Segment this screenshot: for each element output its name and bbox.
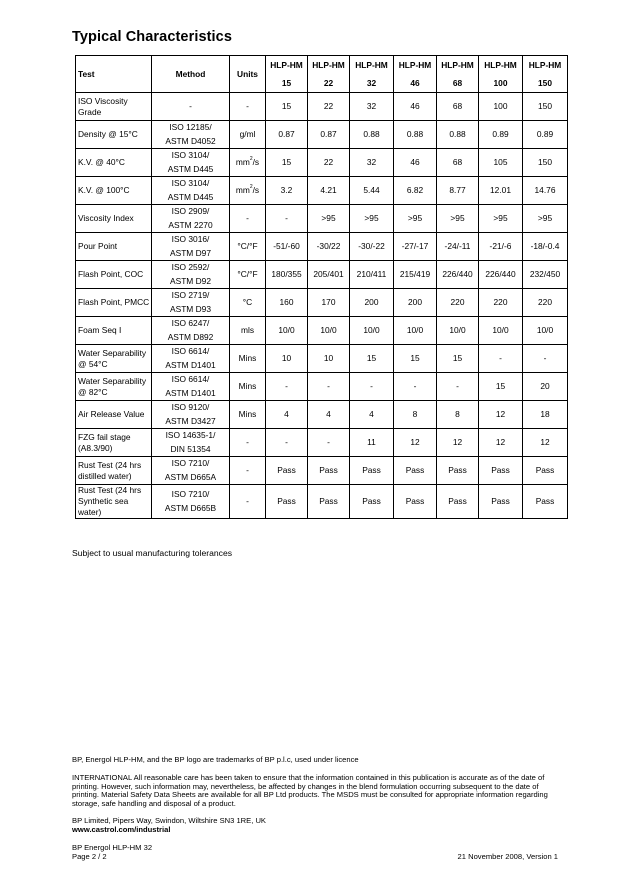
- value-cell: 100: [479, 93, 523, 121]
- header-grade: [266, 56, 308, 93]
- grade-number: 22: [323, 78, 334, 88]
- value-cell: 10/0: [266, 317, 308, 345]
- company-address: BP Limited, Pipers Way, Swindon, Wiltshire SN3 1RE, UK: [72, 816, 266, 825]
- value-cell: -: [266, 373, 308, 401]
- product-name: BP Energol HLP-HM 32: [72, 843, 153, 852]
- grade-name: HLP-HM: [270, 60, 303, 70]
- table-row: [76, 485, 568, 519]
- value-cell: 220: [523, 289, 568, 317]
- method-line: ASTM D445: [167, 163, 214, 174]
- method-line: ISO 3104/: [171, 150, 210, 160]
- value-cell: 12.01: [479, 177, 523, 205]
- method-cell: [152, 401, 230, 429]
- value-cell: -27/-17: [394, 233, 437, 261]
- value-cell: -: [437, 373, 479, 401]
- test-name-cell: Flash Point, COC: [76, 261, 152, 289]
- table-row: [76, 317, 568, 345]
- grade-name: HLP-HM: [398, 60, 432, 70]
- method-line: ISO 2592/: [171, 262, 210, 272]
- value-cell: 4: [350, 401, 394, 429]
- page-number: Page 2 / 2: [72, 852, 107, 861]
- test-name-cell: Foam Seq I: [76, 317, 152, 345]
- header-grade: [479, 56, 523, 93]
- value-cell: -21/-6: [479, 233, 523, 261]
- units-cell: Mins: [230, 401, 266, 429]
- header-grade: [523, 56, 568, 93]
- method-line: ASTM D665A: [164, 471, 217, 482]
- method-cell: [152, 317, 230, 345]
- grade-number: 100: [493, 78, 508, 88]
- value-cell: 15: [437, 345, 479, 373]
- value-cell: 200: [350, 289, 394, 317]
- method-cell: [152, 93, 230, 121]
- method-line: ASTM D3427: [165, 415, 216, 426]
- method-line: ASTM D4052: [165, 135, 216, 146]
- value-cell: 4: [308, 401, 350, 429]
- value-cell: 150: [523, 93, 568, 121]
- method-line: ISO 12185/: [169, 122, 212, 132]
- table-row: [76, 345, 568, 373]
- method-cell: [152, 149, 230, 177]
- units-cell: $mm^2/s$: [230, 177, 266, 205]
- value-cell: 46: [394, 93, 437, 121]
- grade-name: HLP-HM: [312, 60, 345, 70]
- value-cell: 14.76: [523, 177, 568, 205]
- value-cell: 220: [479, 289, 523, 317]
- value-cell: Pass: [266, 485, 308, 519]
- value-cell: -30/-22: [350, 233, 394, 261]
- units-cell: Mins: [230, 345, 266, 373]
- value-cell: 180/355: [266, 261, 308, 289]
- units-cell: °C/°F: [230, 261, 266, 289]
- value-cell: 105: [479, 149, 523, 177]
- method-cell: [152, 345, 230, 373]
- value-cell: -: [308, 429, 350, 457]
- value-cell: >95: [350, 205, 394, 233]
- value-cell: 12: [479, 401, 523, 429]
- value-cell: Pass: [350, 485, 394, 519]
- test-name-cell: Water Separability @ 54°C: [76, 345, 152, 373]
- value-cell: 10/0: [437, 317, 479, 345]
- grade-number: 68: [452, 78, 463, 88]
- value-cell: -: [479, 345, 523, 373]
- value-cell: Pass: [523, 485, 568, 519]
- value-cell: -: [394, 373, 437, 401]
- value-cell: >95: [394, 205, 437, 233]
- value-cell: 220: [437, 289, 479, 317]
- value-cell: 10: [266, 345, 308, 373]
- grade-name: HLP-HM: [528, 60, 562, 70]
- method-line: ASTM D1401: [165, 359, 216, 370]
- units-cell: mls: [230, 317, 266, 345]
- value-cell: 0.87: [308, 121, 350, 149]
- value-cell: Pass: [437, 485, 479, 519]
- value-cell: -30/22: [308, 233, 350, 261]
- method-line: ISO 6614/: [171, 374, 210, 384]
- method-line: ISO 6614/: [171, 346, 210, 356]
- value-cell: 32: [350, 93, 394, 121]
- method-line: ASTM D445: [167, 191, 214, 202]
- table-row: [76, 205, 568, 233]
- value-cell: 170: [308, 289, 350, 317]
- header-method: Method: [152, 56, 230, 93]
- test-name-cell: K.V. @ 100°C: [76, 177, 152, 205]
- trademark-notice: BP, Energol HLP-HM, and the BP logo are trademarks of BP p.l.c, used under licence: [72, 755, 359, 764]
- table-row: [76, 93, 568, 121]
- table-row: [76, 401, 568, 429]
- method-line: ASTM D97: [170, 247, 211, 258]
- test-name-cell: Air Release Value: [76, 401, 152, 429]
- value-cell: 20: [523, 373, 568, 401]
- value-cell: 0.88: [394, 121, 437, 149]
- header-grade: [437, 56, 479, 93]
- value-cell: Pass: [523, 457, 568, 485]
- value-cell: 205/401: [308, 261, 350, 289]
- value-cell: 12: [479, 429, 523, 457]
- units-cell: -: [230, 457, 266, 485]
- value-cell: 10/0: [308, 317, 350, 345]
- units-cell: g/ml: [230, 121, 266, 149]
- test-name-cell: Rust Test (24 hrs distilled water): [76, 457, 152, 485]
- value-cell: 4: [266, 401, 308, 429]
- method-line: ISO 14635-1/: [165, 430, 216, 440]
- method-cell: [152, 429, 230, 457]
- value-cell: 0.88: [437, 121, 479, 149]
- table-row: [76, 429, 568, 457]
- value-cell: 160: [266, 289, 308, 317]
- value-cell: 215/419: [394, 261, 437, 289]
- method-line: DIN 51354: [170, 443, 211, 454]
- method-cell: [152, 373, 230, 401]
- method-line: ASTM D892: [167, 331, 214, 342]
- value-cell: 200: [394, 289, 437, 317]
- value-cell: 15: [266, 93, 308, 121]
- value-cell: 22: [308, 93, 350, 121]
- value-cell: 10/0: [394, 317, 437, 345]
- value-cell: 4.21: [308, 177, 350, 205]
- value-cell: 0.89: [479, 121, 523, 149]
- method-line: ISO 6247/: [171, 318, 210, 328]
- value-cell: 150: [523, 149, 568, 177]
- method-line: ISO 3016/: [171, 234, 210, 244]
- table-row: [76, 177, 568, 205]
- units-cell: $mm^2/s$: [230, 149, 266, 177]
- table-row: [76, 261, 568, 289]
- table-row: [76, 121, 568, 149]
- page-title: Typical Characteristics: [72, 29, 232, 45]
- grade-name: HLP-HM: [441, 60, 474, 70]
- header-grade: [308, 56, 350, 93]
- value-cell: 5.44: [350, 177, 394, 205]
- grade-number: 46: [410, 78, 420, 88]
- value-cell: 12: [437, 429, 479, 457]
- test-name-cell: Rust Test (24 hrs Synthetic sea water): [76, 485, 152, 519]
- table-body: [76, 93, 568, 519]
- method-cell: [152, 233, 230, 261]
- disclaimer: INTERNATIONAL All reasonable care has been taken to ensure that the information contained in this publication is accurate as of the date of printing. However, such information may, nevertheless, be affected by changes in the blend formulation occurring subsequent to the date of printing. Material Safety Data Sheets are available for all BP Ltd products. The MSDS must be consulted for appropriate information regarding storage, safe handling and disposal of a product.: [72, 773, 548, 808]
- value-cell: 210/411: [350, 261, 394, 289]
- units-cell: -: [230, 205, 266, 233]
- value-cell: 68: [437, 149, 479, 177]
- value-cell: >95: [479, 205, 523, 233]
- value-cell: -51/-60: [266, 233, 308, 261]
- value-cell: 18: [523, 401, 568, 429]
- header-test: Test: [76, 56, 152, 93]
- value-cell: 3.2: [266, 177, 308, 205]
- method-line: ISO 7210/: [171, 489, 210, 499]
- value-cell: Pass: [394, 485, 437, 519]
- characteristics-table: [75, 55, 568, 519]
- value-cell: 226/440: [437, 261, 479, 289]
- units-cell: °C: [230, 289, 266, 317]
- grade-number: 32: [366, 78, 377, 88]
- method-line: ASTM 2270: [168, 219, 213, 230]
- value-cell: -: [266, 205, 308, 233]
- method-cell: [152, 457, 230, 485]
- method-line: -: [189, 100, 192, 111]
- units-cell: Mins: [230, 373, 266, 401]
- value-cell: 22: [308, 149, 350, 177]
- table-row: [76, 373, 568, 401]
- test-name-cell: FZG fail stage (A8.3/90): [76, 429, 152, 457]
- value-cell: >95: [437, 205, 479, 233]
- value-cell: 15: [266, 149, 308, 177]
- value-cell: -: [308, 373, 350, 401]
- grade-name: HLP-HM: [355, 60, 388, 70]
- units-cell: -: [230, 93, 266, 121]
- value-cell: Pass: [394, 457, 437, 485]
- value-cell: 0.88: [350, 121, 394, 149]
- value-cell: Pass: [479, 485, 523, 519]
- value-cell: 15: [479, 373, 523, 401]
- value-cell: Pass: [308, 457, 350, 485]
- value-cell: 46: [394, 149, 437, 177]
- value-cell: 12: [523, 429, 568, 457]
- header-row: [76, 56, 568, 93]
- method-line: ASTM D93: [170, 303, 211, 314]
- method-line: ASTM D92: [170, 275, 211, 286]
- value-cell: 232/450: [523, 261, 568, 289]
- method-cell: [152, 289, 230, 317]
- units-cell: -: [230, 485, 266, 519]
- test-name-cell: ISO Viscosity Grade: [76, 93, 152, 121]
- value-cell: Pass: [266, 457, 308, 485]
- value-cell: 10: [308, 345, 350, 373]
- value-cell: -: [266, 429, 308, 457]
- method-line: ISO 3104/: [171, 178, 210, 188]
- value-cell: -24/-11: [437, 233, 479, 261]
- value-cell: >95: [523, 205, 568, 233]
- method-line: ISO 2909/: [171, 206, 210, 216]
- method-cell: [152, 121, 230, 149]
- value-cell: -: [523, 345, 568, 373]
- value-cell: 8.77: [437, 177, 479, 205]
- grade-name: HLP-HM: [484, 60, 517, 70]
- test-name-cell: K.V. @ 40°C: [76, 149, 152, 177]
- tolerance-note: Subject to usual manufacturing tolerances: [72, 548, 233, 558]
- method-cell: [152, 205, 230, 233]
- value-cell: -: [350, 373, 394, 401]
- method-line: ASTM D665B: [164, 502, 217, 513]
- header-grade: [350, 56, 394, 93]
- test-name-cell: Pour Point: [76, 233, 152, 261]
- value-cell: 68: [437, 93, 479, 121]
- value-cell: >95: [308, 205, 350, 233]
- method-cell: [152, 485, 230, 519]
- header-grade: [394, 56, 437, 93]
- date-version: 21 November 2008, Version 1: [457, 852, 558, 861]
- website-link[interactable]: www.castrol.com/industrial: [72, 825, 171, 834]
- value-cell: 11: [350, 429, 394, 457]
- value-cell: 8: [394, 401, 437, 429]
- test-name-cell: Viscosity Index: [76, 205, 152, 233]
- method-line: ISO 9120/: [171, 402, 210, 412]
- value-cell: 15: [350, 345, 394, 373]
- table-row: [76, 149, 568, 177]
- units-cell: -: [230, 429, 266, 457]
- header-units: Units: [230, 56, 266, 93]
- table-row: [76, 457, 568, 485]
- value-cell: 226/440: [479, 261, 523, 289]
- table-row: [76, 233, 568, 261]
- value-cell: Pass: [308, 485, 350, 519]
- method-line: ASTM D1401: [165, 387, 216, 398]
- grade-number: 150: [538, 78, 552, 88]
- value-cell: 12: [394, 429, 437, 457]
- value-cell: 10/0: [350, 317, 394, 345]
- method-cell: [152, 261, 230, 289]
- value-cell: 8: [437, 401, 479, 429]
- value-cell: -18/-0.4: [523, 233, 568, 261]
- value-cell: 0.87: [266, 121, 308, 149]
- value-cell: 10/0: [523, 317, 568, 345]
- value-cell: Pass: [479, 457, 523, 485]
- table-row: [76, 289, 568, 317]
- method-line: ISO 7210/: [171, 458, 210, 468]
- value-cell: 32: [350, 149, 394, 177]
- method-cell: [152, 177, 230, 205]
- value-cell: 15: [394, 345, 437, 373]
- value-cell: Pass: [350, 457, 394, 485]
- test-name-cell: Flash Point, PMCC: [76, 289, 152, 317]
- units-cell: °C/°F: [230, 233, 266, 261]
- value-cell: 10/0: [479, 317, 523, 345]
- method-line: ISO 2719/: [171, 290, 210, 300]
- value-cell: 6.82: [394, 177, 437, 205]
- value-cell: 0.89: [523, 121, 568, 149]
- test-name-cell: Density @ 15°C: [76, 121, 152, 149]
- test-name-cell: Water Separability @ 82°C: [76, 373, 152, 401]
- value-cell: Pass: [437, 457, 479, 485]
- grade-number: 15: [281, 78, 292, 88]
